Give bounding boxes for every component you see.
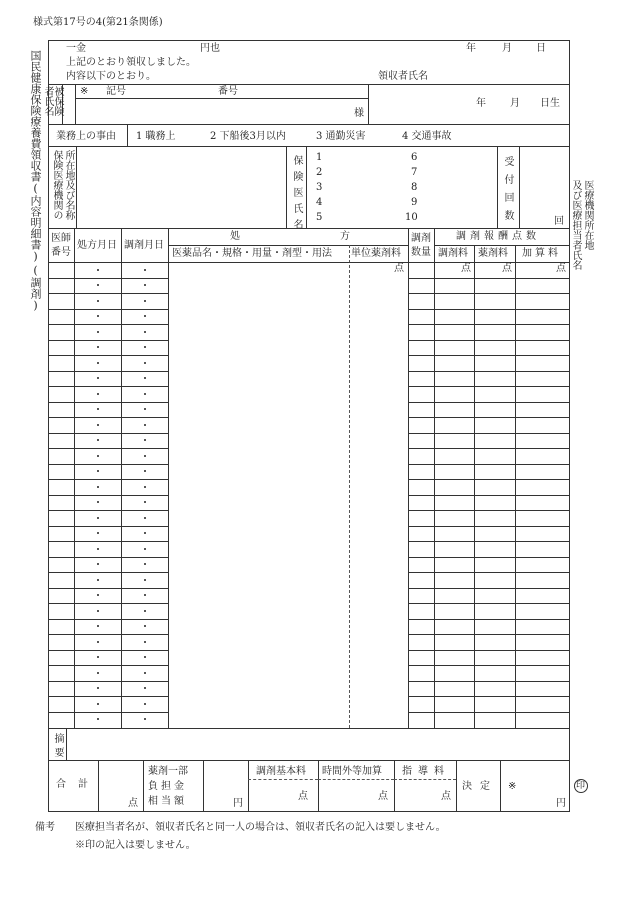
form-number: 様式第17号の4(第21条関係) xyxy=(33,17,163,28)
date-separator-dot xyxy=(144,532,146,534)
count-unit: 回 xyxy=(554,216,564,227)
row-line xyxy=(408,371,570,372)
row-line xyxy=(408,293,570,294)
date-separator-dot xyxy=(144,625,146,627)
date-separator-dot xyxy=(144,718,146,720)
date-separator-dot xyxy=(97,439,99,441)
date-separator-dot xyxy=(97,532,99,534)
date-separator-dot xyxy=(144,362,146,364)
total-label: 合計 xyxy=(56,779,100,790)
date-separator-dot xyxy=(97,641,99,643)
institution-label: 保険医療機関の xyxy=(51,150,62,220)
col-dispense-fee: 調剤料 xyxy=(438,248,468,259)
summary-label: 摘要 xyxy=(52,733,63,761)
copay-yen: 円 xyxy=(233,798,243,809)
side-title-left: 国民健康保険療養費領収書(内容明細書) xyxy=(29,50,42,263)
date-separator-dot xyxy=(144,424,146,426)
copay-label-2: 負担金 xyxy=(148,781,187,792)
reason-item-3: 3 通勤災害 xyxy=(316,131,366,142)
row-line xyxy=(408,681,570,682)
doctor-num-4: 4 xyxy=(316,197,323,208)
doctor-num-7: 7 xyxy=(411,167,418,178)
row-line xyxy=(408,603,570,604)
date-separator-dot xyxy=(97,563,99,565)
row-line xyxy=(408,309,570,310)
row-line xyxy=(408,634,570,635)
decision-mark: ※ xyxy=(508,781,517,792)
col-fee-group: 調剤報酬点数 xyxy=(456,231,540,242)
date-separator-dot xyxy=(97,470,99,472)
date-separator-dot xyxy=(144,408,146,410)
row-line xyxy=(48,309,168,310)
row-line xyxy=(48,557,168,558)
date-separator-dot xyxy=(144,656,146,658)
date-separator-dot xyxy=(97,517,99,519)
row-line xyxy=(408,665,570,666)
row-line xyxy=(408,510,570,511)
col-drug: 医薬品名・規格・用量・剤型・用法 xyxy=(172,248,332,259)
seal-label: 印 xyxy=(576,781,586,791)
date-separator-dot xyxy=(144,486,146,488)
base-fee-point: 点 xyxy=(298,791,308,802)
row-line xyxy=(48,355,168,356)
row-line xyxy=(48,278,168,279)
row-line xyxy=(48,634,168,635)
date-separator-dot xyxy=(144,703,146,705)
copay-label-3: 相当額 xyxy=(148,796,187,807)
date-separator-dot xyxy=(144,331,146,333)
birth-year: 年 xyxy=(476,98,486,109)
date-separator-dot xyxy=(144,501,146,503)
row-line xyxy=(48,681,168,682)
date-separator-dot xyxy=(97,315,99,317)
side-title-left-sub: (調剤) xyxy=(29,264,42,312)
date-separator-dot xyxy=(144,393,146,395)
row-line xyxy=(408,278,570,279)
date-separator-dot xyxy=(144,517,146,519)
date-separator-dot xyxy=(97,331,99,333)
date-separator-dot xyxy=(144,284,146,286)
receipt-day: 日 xyxy=(536,43,546,54)
date-separator-dot xyxy=(144,377,146,379)
unit-point-addition: 点 xyxy=(556,263,566,274)
row-line xyxy=(408,433,570,434)
date-separator-dot xyxy=(97,610,99,612)
row-line xyxy=(48,603,168,604)
reason-item-2: 2 下船後3月以内 xyxy=(210,131,286,142)
row-line xyxy=(48,324,168,325)
date-separator-dot xyxy=(144,672,146,674)
row-line xyxy=(48,572,168,573)
row-line xyxy=(48,340,168,341)
birth-month: 月 xyxy=(510,98,520,109)
notes-line2: ※印の記入は要しません。 xyxy=(75,840,196,851)
doctor-num-6: 6 xyxy=(411,152,418,163)
row-line xyxy=(408,588,570,589)
row-line xyxy=(48,665,168,666)
overtime-point: 点 xyxy=(378,791,388,802)
date-separator-dot xyxy=(144,346,146,348)
row-line xyxy=(408,324,570,325)
date-separator-dot xyxy=(144,641,146,643)
insured-bango: 番号 xyxy=(218,86,238,97)
row-line xyxy=(48,526,168,527)
receipt-line1: 上記のとおり領収しました。 xyxy=(66,57,196,68)
institution-label-2: 所在地及び名称 xyxy=(63,150,74,220)
doctor-num-10: 10 xyxy=(405,212,418,223)
insured-sama: 様 xyxy=(354,108,364,119)
guidance-point: 点 xyxy=(441,791,451,802)
insured-mark: ※ xyxy=(80,86,89,97)
row-line xyxy=(408,557,570,558)
date-separator-dot xyxy=(97,703,99,705)
insured-kigo: 記号 xyxy=(106,86,126,97)
notes-label: 備考 xyxy=(35,822,55,833)
col-doctor-2: 番号 xyxy=(51,247,71,258)
doctor-num-5: 5 xyxy=(316,212,323,223)
notes-line1: 医療担当者名が、領収者氏名と同一人の場合は、領収者氏名の記入は要しません。 xyxy=(75,822,446,833)
row-line xyxy=(408,448,570,449)
doctor-num-9: 9 xyxy=(411,197,418,208)
doctor-num-3: 3 xyxy=(316,182,323,193)
receiver-label: 領収者氏名 xyxy=(378,71,428,82)
row-line xyxy=(408,712,570,713)
unit-point-drug: 点 xyxy=(502,263,512,274)
row-line xyxy=(48,541,168,542)
date-separator-dot xyxy=(97,300,99,302)
col-doctor-1: 医師 xyxy=(51,233,71,244)
date-separator-dot xyxy=(97,424,99,426)
receipt-year: 年 xyxy=(466,43,476,54)
date-separator-dot xyxy=(97,408,99,410)
receipt-count-label: 受付回数 xyxy=(502,156,513,228)
col-unit-dose: 単位薬剤料 xyxy=(351,248,401,259)
date-separator-dot xyxy=(97,672,99,674)
row-line xyxy=(48,402,168,403)
date-separator-dot xyxy=(144,470,146,472)
col-prescription-group-1: 処 xyxy=(230,231,240,242)
row-line xyxy=(48,696,168,697)
side-title-right-1: 医療機関所在地 xyxy=(582,180,593,250)
row-line xyxy=(48,386,168,387)
copay-label-1: 薬剤一部 xyxy=(148,766,188,777)
date-separator-dot xyxy=(144,269,146,271)
row-line xyxy=(408,402,570,403)
row-line xyxy=(408,572,570,573)
row-line xyxy=(48,464,168,465)
unit-point-dispense: 点 xyxy=(461,263,471,274)
doctor-num-2: 2 xyxy=(316,167,323,178)
overtime-label: 時間外等加算 xyxy=(322,766,382,777)
row-line xyxy=(408,417,570,418)
date-separator-dot xyxy=(97,548,99,550)
row-line xyxy=(48,510,168,511)
date-separator-dot xyxy=(144,439,146,441)
date-separator-dot xyxy=(144,548,146,550)
date-separator-dot xyxy=(97,284,99,286)
col-dispense-date: 調剤月日 xyxy=(124,240,164,251)
col-addition: 加算料 xyxy=(522,248,561,259)
amount-prefix: 一金 xyxy=(66,43,86,54)
date-separator-dot xyxy=(97,656,99,658)
row-line xyxy=(408,386,570,387)
row-line xyxy=(48,650,168,651)
guidance-label: 指導料 xyxy=(402,766,450,777)
date-separator-dot xyxy=(97,346,99,348)
decision-label: 決定 xyxy=(462,781,498,792)
date-separator-dot xyxy=(144,610,146,612)
row-line xyxy=(48,293,168,294)
base-fee-label: 調剤基本料 xyxy=(256,766,306,777)
row-line xyxy=(48,588,168,589)
row-line xyxy=(48,495,168,496)
date-separator-dot xyxy=(97,501,99,503)
date-separator-dot xyxy=(97,594,99,596)
reason-item-1: 1 職務上 xyxy=(136,131,176,142)
row-line xyxy=(48,433,168,434)
date-separator-dot xyxy=(97,718,99,720)
date-separator-dot xyxy=(144,579,146,581)
row-line xyxy=(408,696,570,697)
row-line xyxy=(408,355,570,356)
birth-day: 日生 xyxy=(540,98,560,109)
row-line xyxy=(408,495,570,496)
row-line xyxy=(408,464,570,465)
date-separator-dot xyxy=(97,486,99,488)
decision-yen: 円 xyxy=(556,798,566,809)
date-separator-dot xyxy=(97,393,99,395)
reason-item-4: 4 交通事故 xyxy=(402,131,452,142)
row-line xyxy=(408,340,570,341)
date-separator-dot xyxy=(97,687,99,689)
date-separator-dot xyxy=(144,594,146,596)
col-dispense-qty-1: 調剤 xyxy=(411,233,431,244)
row-line xyxy=(48,619,168,620)
doctor-num-1: 1 xyxy=(316,152,323,163)
date-separator-dot xyxy=(97,625,99,627)
row-line xyxy=(48,712,168,713)
date-separator-dot xyxy=(144,300,146,302)
date-separator-dot xyxy=(97,455,99,457)
col-prescription-date: 処方月日 xyxy=(77,240,117,251)
row-line xyxy=(408,541,570,542)
amount-suffix: 円也 xyxy=(200,43,220,54)
col-drug-fee: 薬剤料 xyxy=(478,248,508,259)
doctor-label: 保険医氏名 xyxy=(291,155,302,235)
side-title-right-2: 及び医療担当者氏名 xyxy=(570,180,581,270)
col-prescription-group-2: 方 xyxy=(340,231,350,242)
row-line xyxy=(408,619,570,620)
row-line xyxy=(48,417,168,418)
date-separator-dot xyxy=(144,563,146,565)
col-dispense-qty-2: 数量 xyxy=(411,247,431,258)
date-separator-dot xyxy=(97,377,99,379)
row-line xyxy=(48,371,168,372)
row-line xyxy=(48,448,168,449)
date-separator-dot xyxy=(97,269,99,271)
total-point: 点 xyxy=(128,798,138,809)
unit-point-unitdose: 点 xyxy=(394,263,404,274)
receipt-month: 月 xyxy=(502,43,512,54)
row-line xyxy=(408,650,570,651)
reason-label: 業務上の事由 xyxy=(56,131,116,142)
row-line xyxy=(408,526,570,527)
date-separator-dot xyxy=(144,687,146,689)
date-separator-dot xyxy=(144,455,146,457)
row-line xyxy=(48,479,168,480)
insured-label: 被保険者氏名 xyxy=(42,86,63,116)
date-separator-dot xyxy=(97,579,99,581)
row-line xyxy=(408,479,570,480)
date-separator-dot xyxy=(97,362,99,364)
date-separator-dot xyxy=(144,315,146,317)
doctor-num-8: 8 xyxy=(411,182,418,193)
receipt-line2: 内容以下のとおり。 xyxy=(66,71,156,82)
